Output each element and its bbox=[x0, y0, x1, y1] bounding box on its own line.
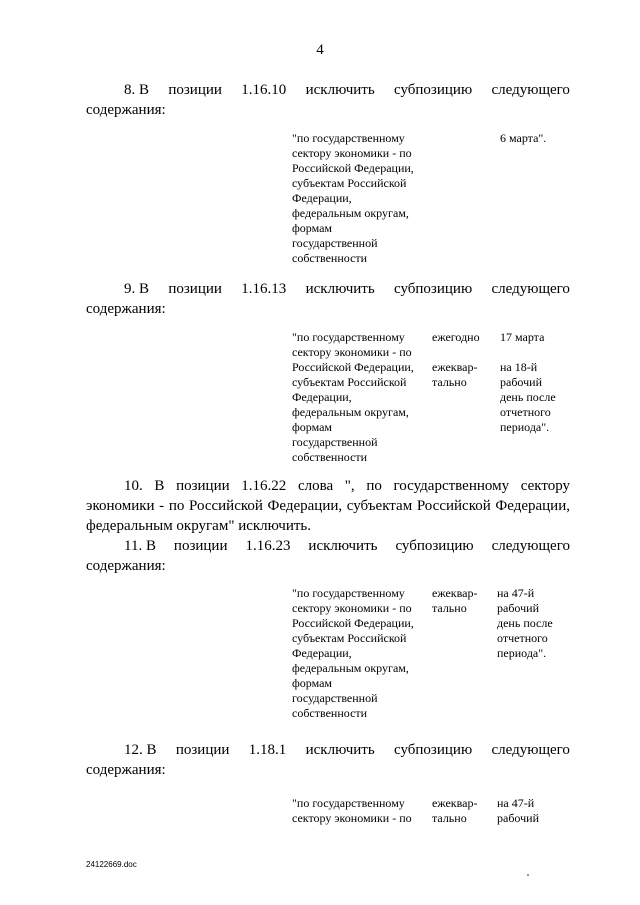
footer-filename: 24122669.doc bbox=[86, 860, 137, 869]
page-number: 4 bbox=[316, 42, 324, 58]
text-line: день после bbox=[500, 390, 556, 404]
text-line: на 47-й bbox=[497, 796, 535, 810]
item-11-paragraph: 11. В позиции 1.16.23 исключить субпозицию следующего содержания: bbox=[86, 538, 570, 574]
item-9-paragraph: 9. В позиции 1.16.13 исключить субпозицию следующего содержания: bbox=[86, 281, 570, 317]
item-8-first-line: 8. В позиции 1.16.10 исключить субпозицию следующего bbox=[124, 82, 570, 98]
text-line: формам bbox=[292, 420, 333, 434]
text-line: Федерации, bbox=[292, 390, 352, 404]
text-line: 17 марта bbox=[500, 330, 545, 344]
text-line: тально bbox=[432, 601, 467, 615]
item-12-name-cell bbox=[292, 796, 426, 826]
text-line: периода". bbox=[500, 420, 550, 434]
text-line: ежеквар- bbox=[432, 586, 478, 600]
item-11-period-cell bbox=[432, 586, 494, 616]
item-8-name-cell bbox=[292, 131, 426, 266]
text-line: субъектам Российской bbox=[292, 375, 407, 389]
text-line: рабочий bbox=[497, 601, 539, 615]
text-line: "по государственному bbox=[292, 796, 405, 810]
text-line: Российской Федерации, bbox=[292, 616, 414, 630]
text-line bbox=[500, 345, 576, 360]
item-9-period-cell bbox=[432, 330, 494, 390]
text-line: тально bbox=[432, 375, 467, 389]
text-line: Российской Федерации, bbox=[292, 360, 414, 374]
text-line: день после bbox=[497, 616, 553, 630]
text-line: сектору экономики - по bbox=[292, 146, 412, 160]
item-11-name-cell bbox=[292, 586, 426, 721]
text-line: собственности bbox=[292, 450, 368, 464]
text-line: на 18-й bbox=[500, 360, 538, 374]
item-9-first-line: 9. В позиции 1.16.13 исключить субпозицию следующего bbox=[124, 281, 570, 297]
text-line: ежеквар- bbox=[432, 360, 478, 374]
text-line: сектору экономики - по bbox=[292, 601, 412, 615]
text-line: тально bbox=[432, 811, 467, 825]
text-line: 6 марта". bbox=[500, 131, 547, 145]
text-line: отчетного bbox=[497, 631, 548, 645]
text-line: Федерации, bbox=[292, 646, 352, 660]
text-line: сектору экономики - по bbox=[292, 811, 412, 825]
item-12-first-line: 12. В позиции 1.18.1 исключить субпозицию следующего bbox=[124, 742, 570, 758]
text-line: "по государственному bbox=[292, 586, 405, 600]
text-line: "по государственному bbox=[292, 330, 405, 344]
text-line: сектору экономики - по bbox=[292, 345, 412, 359]
text-line: отчетного bbox=[500, 405, 551, 419]
text-line: рабочий bbox=[497, 811, 539, 825]
item-9-deadline-cell bbox=[500, 330, 576, 435]
text-line: рабочий bbox=[500, 375, 542, 389]
text-line: Федерации, bbox=[292, 191, 352, 205]
text-line: на 47-й bbox=[497, 586, 535, 600]
text-line: Российской Федерации, bbox=[292, 161, 414, 175]
text-line: периода". bbox=[497, 646, 547, 660]
item-10-paragraph: 10. В позиции 1.16.22 слова ", по государственному сектору экономики - по Российской Федерации, субъектам Российской Федерации, федеральным округам" исключить. bbox=[86, 478, 570, 534]
text-line: субъектам Российской bbox=[292, 631, 407, 645]
text-line: собственности bbox=[292, 251, 368, 265]
item-9-name-cell bbox=[292, 330, 426, 465]
item-8-paragraph: 8. В позиции 1.16.10 исключить субпозицию следующего содержания: bbox=[86, 82, 570, 118]
item-11-deadline-cell bbox=[497, 586, 573, 661]
item-12-paragraph: 12. В позиции 1.18.1 исключить субпозицию следующего содержания: bbox=[86, 742, 570, 778]
scan-dot bbox=[527, 874, 529, 876]
text-line: формам bbox=[292, 221, 333, 235]
text-line bbox=[432, 345, 494, 360]
text-line: государственной bbox=[292, 691, 378, 705]
item-11-first-line: 11. В позиции 1.16.23 исключить субпозицию следующего bbox=[124, 538, 570, 554]
text-line: "по государственному bbox=[292, 131, 405, 145]
text-line: государственной bbox=[292, 435, 378, 449]
text-line: ежегодно bbox=[432, 330, 480, 344]
item-12-period-cell bbox=[432, 796, 494, 826]
text-line: собственности bbox=[292, 706, 368, 720]
text-line: федеральным округам, bbox=[292, 661, 409, 675]
item-12-deadline-cell bbox=[497, 796, 573, 826]
text-line: федеральным округам, bbox=[292, 206, 409, 220]
text-line: формам bbox=[292, 676, 333, 690]
item-8-deadline-cell bbox=[500, 131, 576, 146]
text-line: федеральным округам, bbox=[292, 405, 409, 419]
text-line: ежеквар- bbox=[432, 796, 478, 810]
text-line: государственной bbox=[292, 236, 378, 250]
text-line: субъектам Российской bbox=[292, 176, 407, 190]
